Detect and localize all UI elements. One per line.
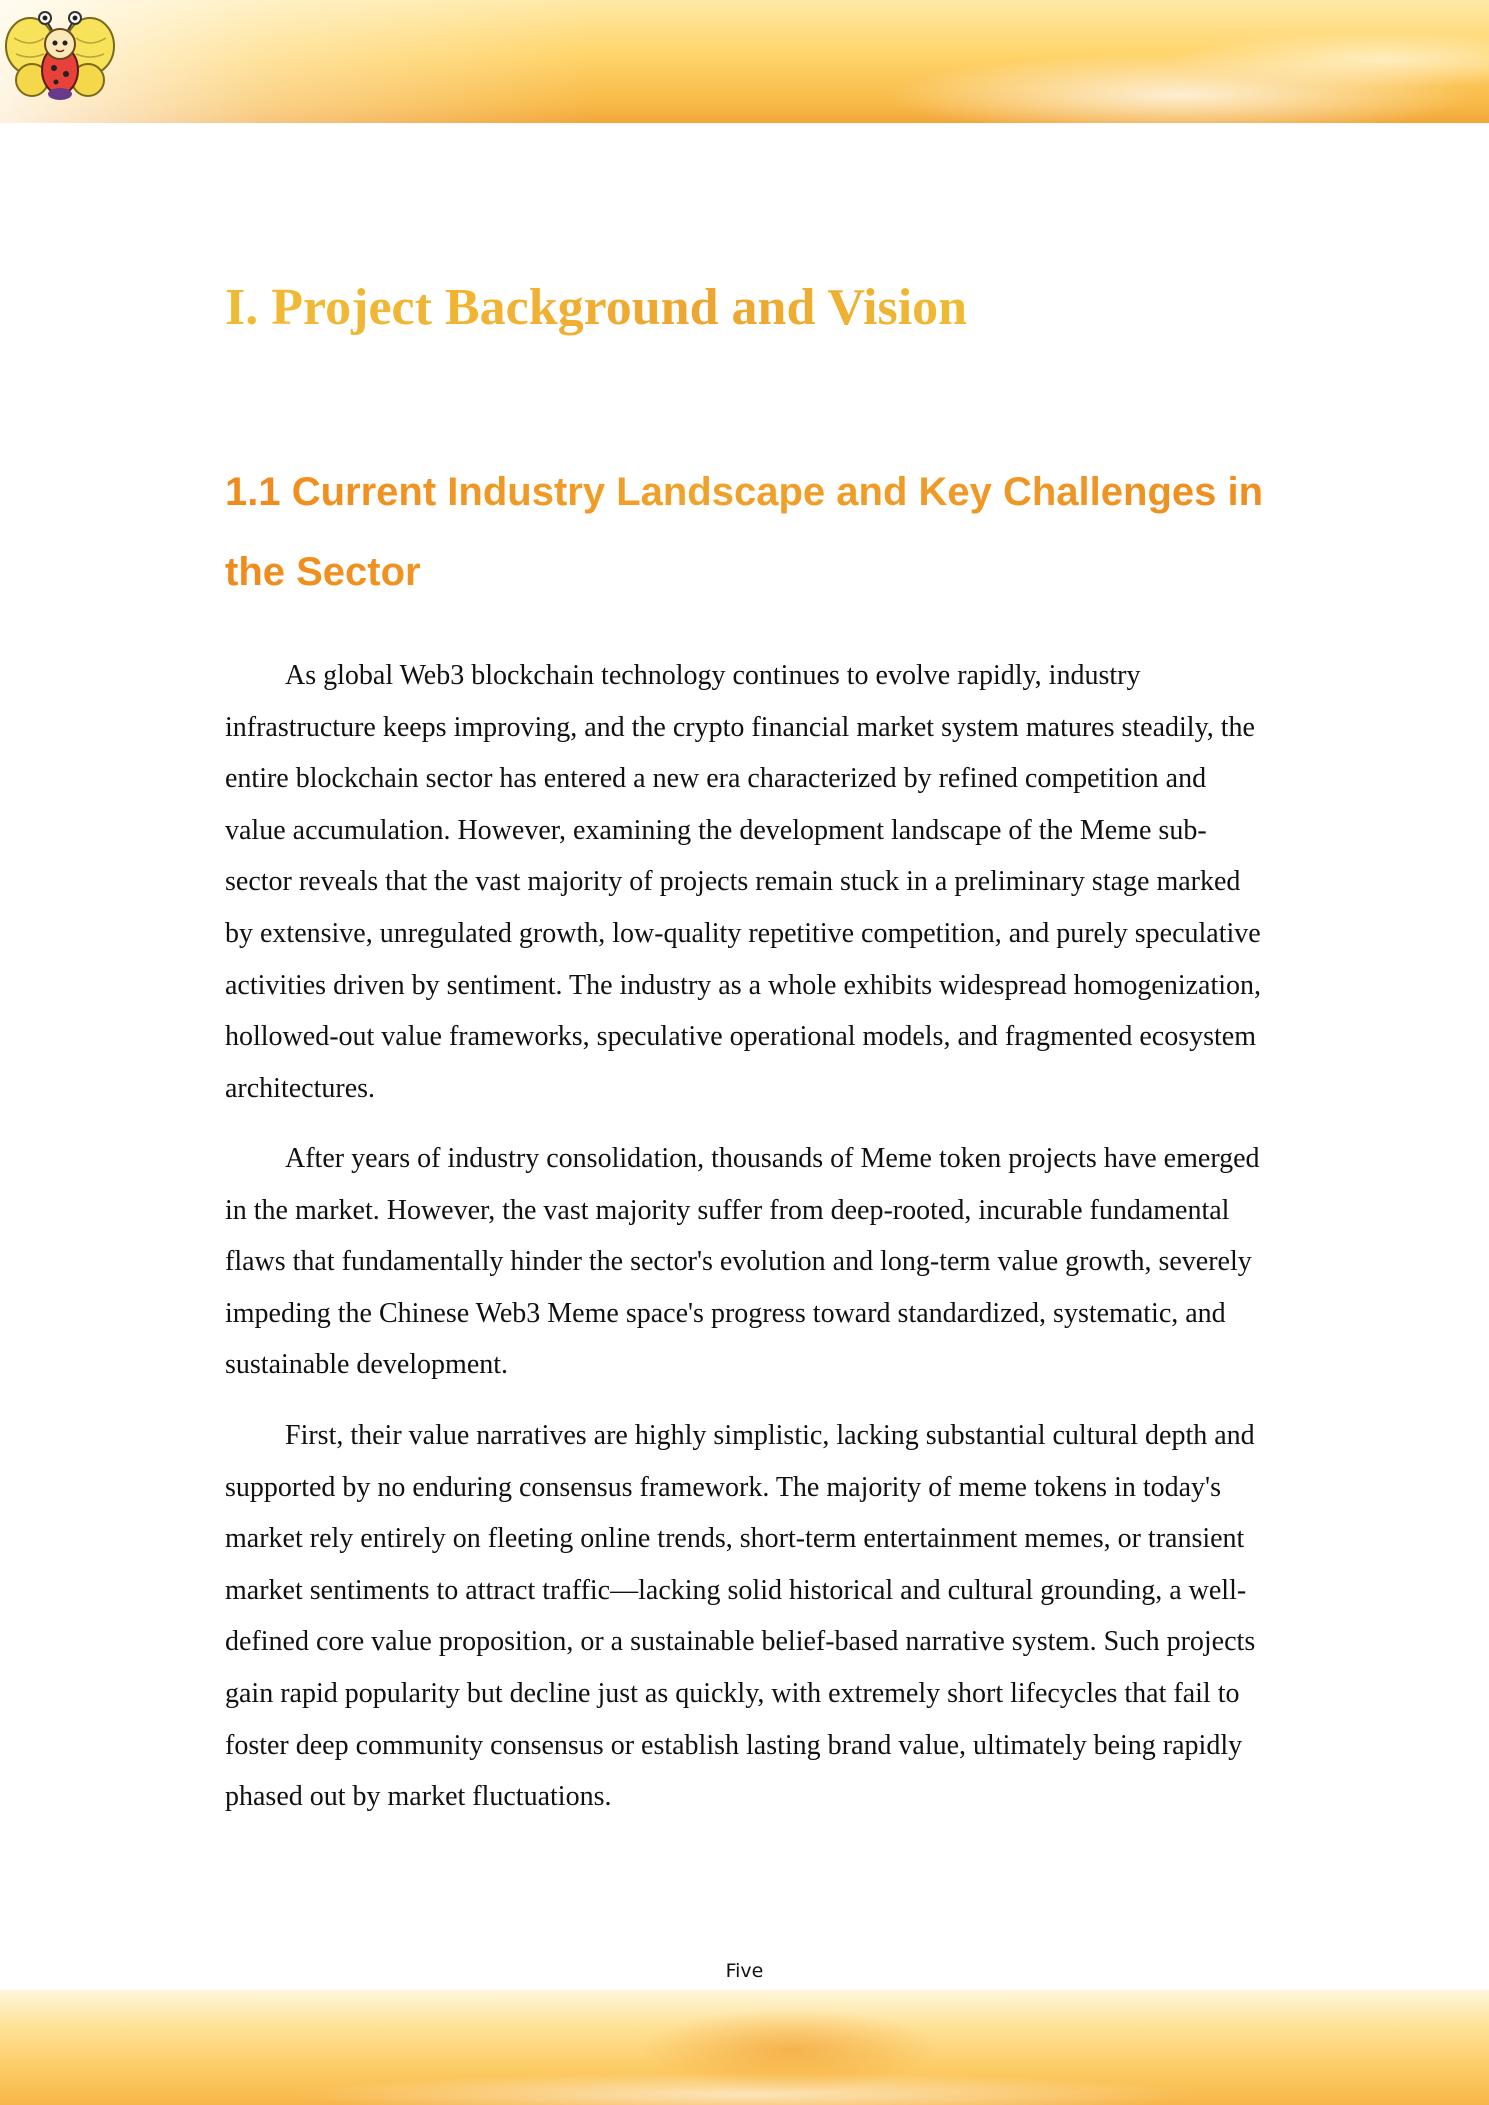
section-title: I. Project Background and Vision	[225, 272, 967, 344]
body-paragraph: After years of industry consolidation, thousands of Meme token projects have emerged in the market. However, the vast majority suffer from deep-rooted, incurable fundamental flaws that fundamentally hinder the sector's evolution and long-term value growth, severely impeding the Chinese Web3 Meme space's progress toward standardized, systematic, and sustainable development.	[225, 1143, 1260, 1381]
footer-banner	[0, 1990, 1489, 2105]
header-banner	[0, 0, 1489, 123]
page-number: Five	[725, 1960, 764, 1982]
subsection-title: 1.1 Current Industry Landscape and Key Challenges in the Sector	[225, 452, 1265, 612]
body-paragraph: As global Web3 blockchain technology continues to evolve rapidly, industry infrastructure keeps improving, and the crypto financial market system matures steadily, the entire blockchain sector has entered a new era characterized by refined competition and value accumulation. However, examining the development landscape of the Meme sub-sector reveals that the vast majority of projects remain stuck in a preliminary stage marked by extensive, unregulated growth, low-quality repetitive competition, and purely speculative activities driven by sentiment. The industry as a whole exhibits widespread homogenization, hollowed-out value frameworks, speculative operational models, and fragmented ecosystem architectures.	[225, 660, 1262, 1104]
butterfly-ladybug-mascot-icon	[4, 8, 116, 108]
body-paragraph: First, their value narratives are highly simplistic, lacking substantial cultural depth and supported by no enduring consensus framework. The majority of meme tokens in today's market rely entirely on fleeting online trends, short-term entertainment memes, or transient market sentiments to attract traffic—lacking solid historical and cultural grounding, a well-defined core value proposition, or a sustainable belief-based narrative system. Such projects gain rapid popularity but decline just as quickly, with extremely short lifecycles that fail to foster deep community consensus or establish lasting brand value, ultimately being rapidly phased out by market fluctuations.	[225, 1420, 1256, 1813]
